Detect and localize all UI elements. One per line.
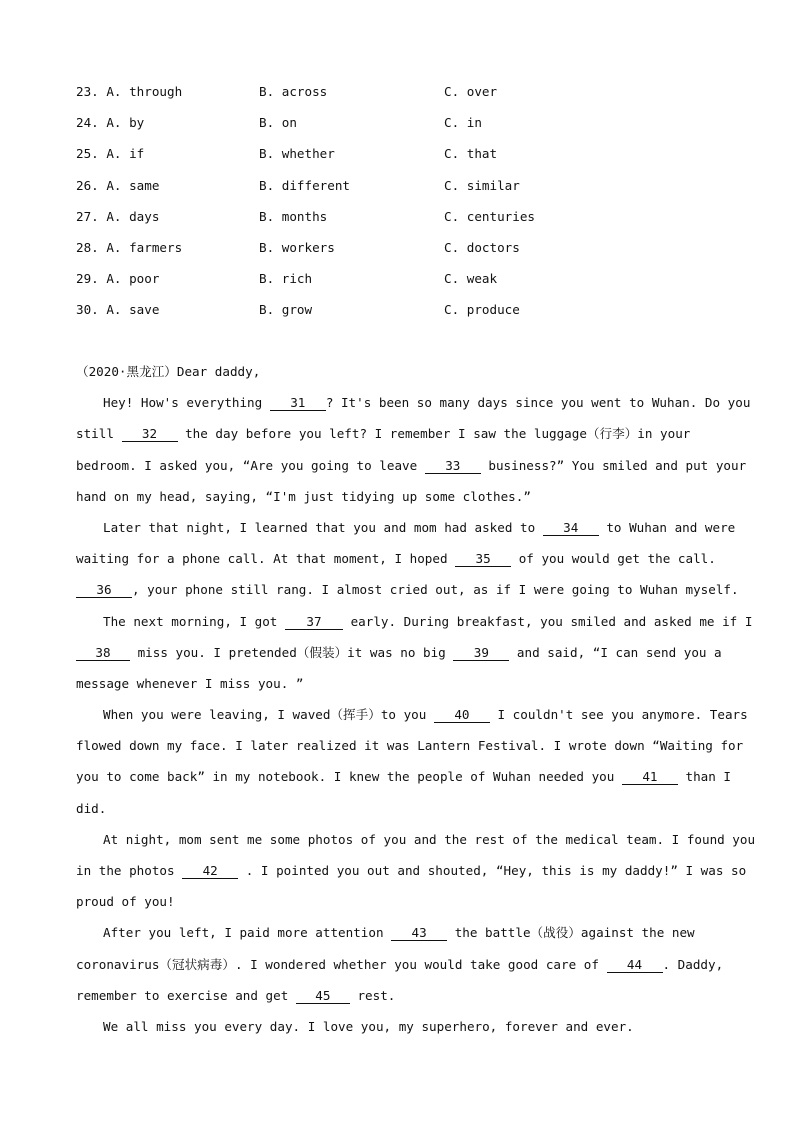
- blank-41: 41: [622, 769, 678, 785]
- blank-43: 43: [391, 925, 447, 941]
- option-a: 29. A. poor: [76, 271, 160, 287]
- passage-line: [76, 706, 748, 737]
- blank-39: 39: [453, 645, 509, 661]
- option-a: 26. A. same: [76, 177, 160, 193]
- passage-line: flowed down my face. I later realized it was Lantern Festival. I wrote down “Waiting for: [76, 738, 744, 754]
- text-segment: After you left, I paid more attention: [103, 925, 392, 941]
- option-c: C. weak: [444, 271, 498, 287]
- blank-32: 32: [122, 426, 178, 442]
- blank-31: 31: [270, 395, 326, 411]
- option-row: [76, 114, 716, 145]
- blank-44: 44: [607, 957, 663, 973]
- passage-line: [76, 550, 716, 581]
- option-a: 27. A. days: [76, 208, 160, 224]
- passage-line: [76, 862, 747, 893]
- blank-34: 34: [543, 520, 599, 536]
- option-row: [76, 177, 716, 208]
- passage-line: [76, 987, 716, 1018]
- option-a: 28. A. farmers: [76, 239, 183, 255]
- blank-38: 38: [76, 645, 130, 661]
- option-row: [76, 83, 716, 114]
- option-c: C. produce: [444, 302, 520, 318]
- option-b: B. different: [259, 177, 350, 193]
- passage-line: [76, 581, 739, 612]
- option-c: C. in: [444, 115, 482, 131]
- passage-line: message whenever I miss you. ”: [76, 675, 304, 691]
- passage-line: proud of you!: [76, 894, 175, 910]
- option-c: C. centuries: [444, 208, 535, 224]
- text-segment: still: [76, 426, 122, 442]
- option-row: [76, 301, 716, 332]
- option-b: B. workers: [259, 239, 335, 255]
- option-b: B. on: [259, 115, 297, 131]
- passage-line: [76, 924, 716, 955]
- text-segment: Hey! How's everything: [103, 395, 270, 411]
- passage-line: [76, 956, 724, 987]
- text-segment: remember to exercise and get: [76, 987, 296, 1003]
- passage-line: We all miss you every day. I love you, my superhero, forever and ever.: [103, 1018, 634, 1034]
- text-segment: ? It's been so many days since you went to Wuhan. Do you: [325, 395, 751, 411]
- passage-line: [76, 394, 751, 425]
- text-segment: . Daddy,: [662, 956, 724, 972]
- text-segment: than I: [677, 769, 731, 785]
- text-segment: , your phone still rang. I almost cried out, as if I were going to Wuhan myself.: [132, 582, 739, 598]
- option-row: [76, 239, 716, 270]
- text-segment: When you were leaving, I waved（挥手）to you: [103, 707, 434, 723]
- text-segment: business?” You smiled and put your: [480, 457, 747, 473]
- option-b: B. months: [259, 208, 328, 224]
- option-a: 24. A. by: [76, 115, 145, 131]
- option-row: [76, 145, 716, 176]
- text-segment: . I pointed you out and shouted, “Hey, this is my daddy!” I was so: [238, 863, 747, 878]
- text-segment: I couldn't see you anymore. Tears: [489, 707, 748, 723]
- blank-35: 35: [455, 551, 511, 567]
- option-c: C. similar: [444, 177, 520, 193]
- option-c: C. over: [444, 84, 498, 99]
- text-segment: you to come back” in my notebook. I knew the people of Wuhan needed you: [76, 769, 622, 785]
- passage-line: [76, 457, 747, 488]
- passage-line: [76, 644, 722, 675]
- option-b: B. rich: [259, 271, 313, 287]
- option-row: [76, 270, 716, 301]
- text-segment: miss you. I pretended（假装）it was no big: [130, 644, 454, 660]
- passage-line: At night, mom sent me some photos of you and the rest of the medical team. I found you: [103, 831, 756, 847]
- blank-45: 45: [296, 988, 350, 1004]
- text-segment: waiting for a phone call. At that moment, I hoped: [76, 551, 456, 567]
- passage-line: did.: [76, 800, 107, 816]
- text-segment: and said, “I can send you a: [509, 644, 722, 660]
- text-segment: in the photos: [76, 863, 183, 878]
- passage-line: hand on my head, saying, “I'm just tidying up some clothes.”: [76, 488, 531, 504]
- text-segment: the day before you left? I remember I saw the luggage（行李）in your: [177, 426, 691, 442]
- option-c: C. doctors: [444, 239, 520, 255]
- option-b: B. across: [259, 84, 328, 99]
- text-segment: the battle（战役）against the new: [447, 925, 695, 941]
- option-b: B. whether: [259, 146, 335, 162]
- passage-line: [76, 613, 753, 644]
- option-a: 23. A. through: [76, 84, 183, 99]
- option-a: 30. A. save: [76, 302, 160, 318]
- blank-37: 37: [285, 614, 343, 630]
- text-segment: early. During breakfast, you smiled and asked me if I: [342, 613, 753, 629]
- passage-line: [76, 768, 731, 799]
- text-segment: rest.: [349, 987, 396, 1003]
- text-segment: of you would get the call.: [511, 551, 716, 567]
- text-segment: Later that night, I learned that you and mom had asked to: [103, 519, 543, 535]
- blank-42: 42: [182, 863, 238, 879]
- passage-line: [76, 425, 716, 456]
- answer-options: [76, 83, 716, 333]
- text-segment: The next morning, I got: [103, 613, 285, 629]
- text-segment: to Wuhan and were: [598, 519, 736, 535]
- option-a: 25. A. if: [76, 146, 145, 162]
- blank-36: 36: [76, 582, 132, 598]
- text-segment: bedroom. I asked you, “Are you going to leave: [76, 457, 425, 473]
- text-segment: coronavirus（冠状病毒）. I wondered whether you would take good care of: [76, 956, 607, 972]
- option-c: C. that: [444, 146, 498, 162]
- blank-40: 40: [434, 707, 490, 723]
- blank-33: 33: [425, 458, 481, 474]
- cloze-passage: [76, 363, 756, 1049]
- passage-line: [76, 519, 736, 550]
- option-row: [76, 208, 716, 239]
- option-b: B. grow: [259, 302, 313, 318]
- letter-heading: （2020·黑龙江）Dear daddy,: [76, 364, 261, 379]
